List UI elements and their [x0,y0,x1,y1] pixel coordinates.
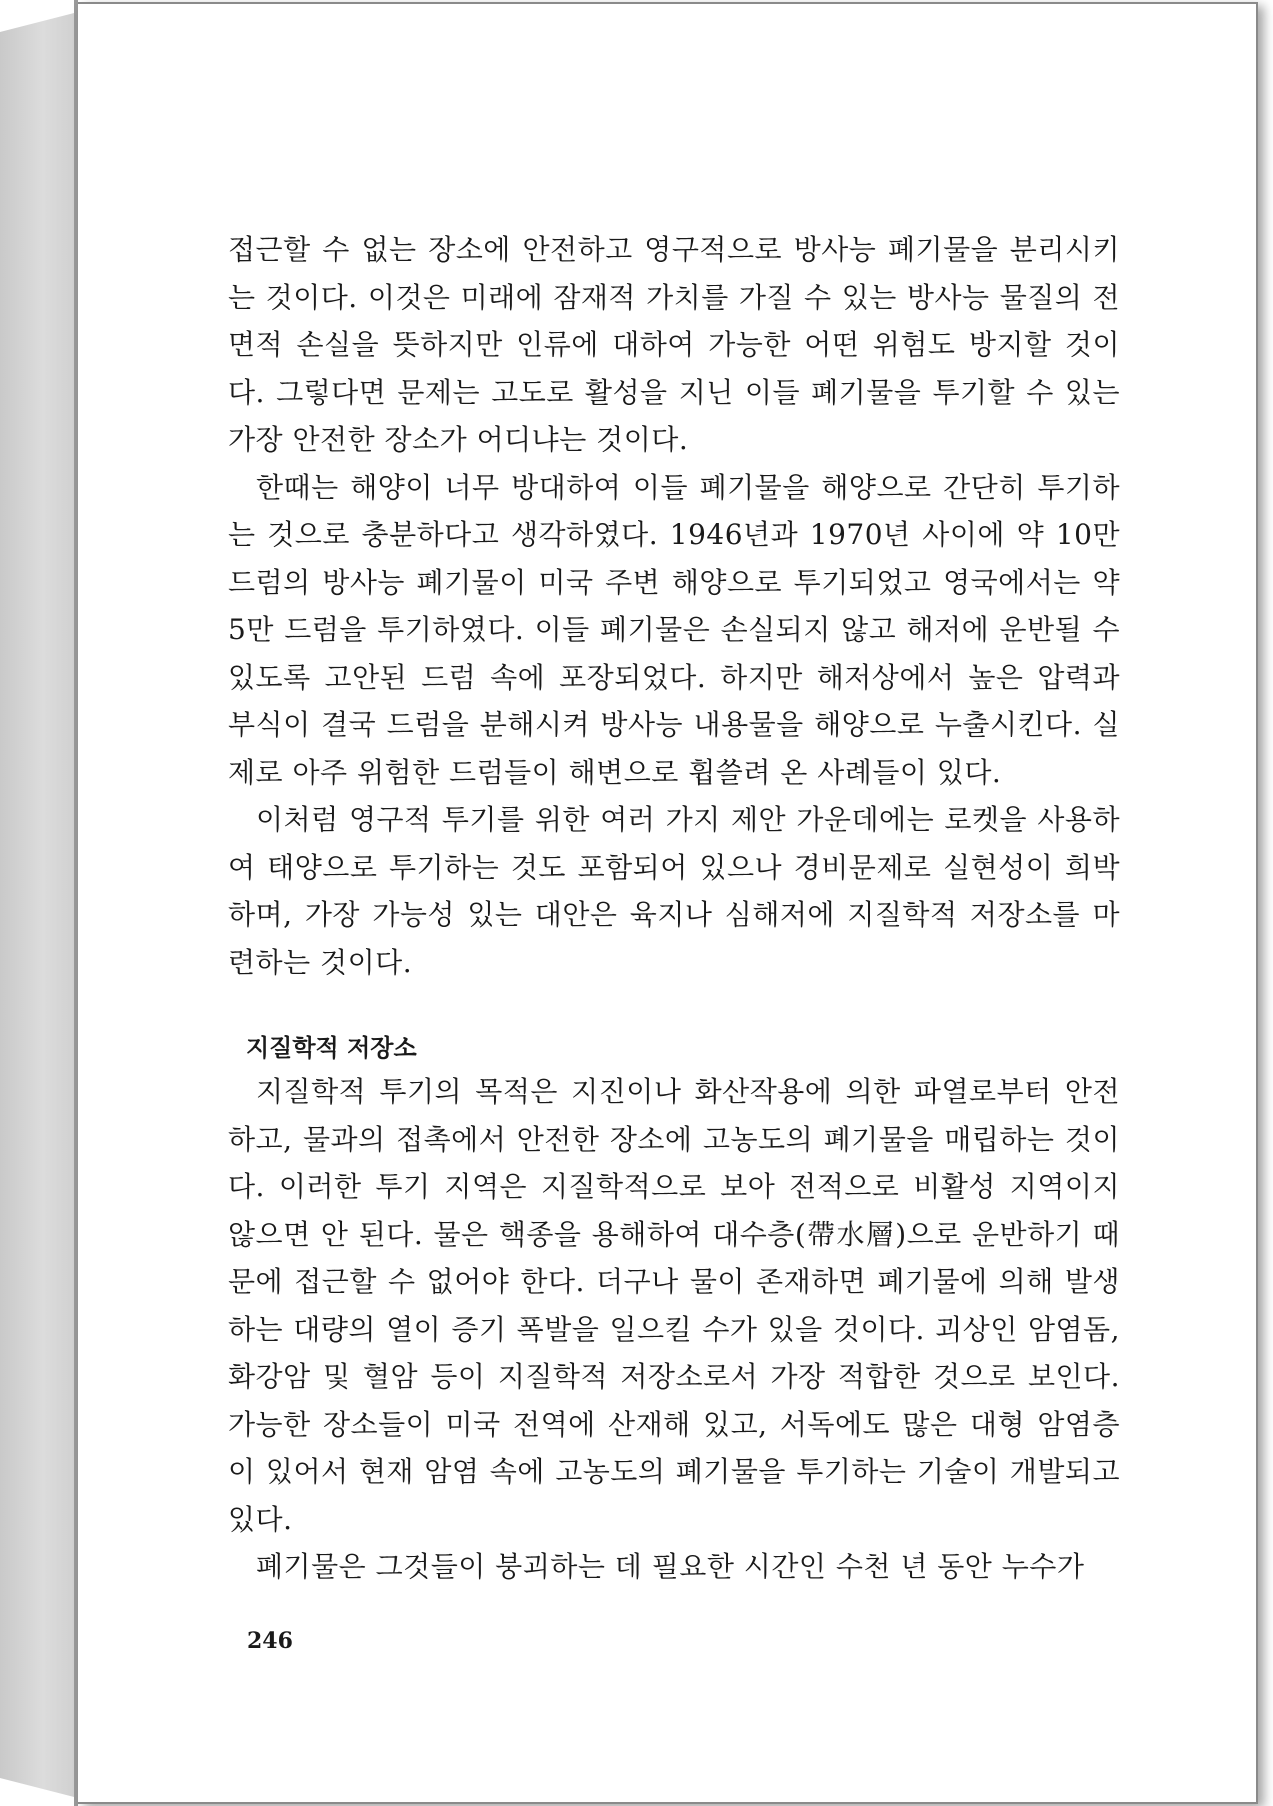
book-page [78,2,1258,1804]
book-spine [0,12,78,1798]
paragraph: 한때는 해양이 너무 방대하여 이들 폐기물을 해양으로 간단히 투기하는 것으로 충분하다고 생각하였다. 1946년과 1970년 사이에 약 10만 드럼의 방사능 폐기물이 미국 주변 해양으로 투기되었고 영국에서는 약 5만 드럼을 투기하였다. 이들 폐기물은 손실되지 않고 해저에 운반될 수 있도록 고안된 드럼 속에 포장되었다. 하지만 해저상에서 높은 압력과 부식이 결국 드럼을 분해시켜 방사능 내용물을 해양으로 누출시킨다. 실제로 아주 위험한 드럼들이 해변으로 휩쓸려 온 사례들이 있다. [228,470,1120,789]
paragraph-continued: 접근할 수 없는 장소에 안전하고 영구적으로 방사능 폐기물을 분리시키는 것이다. 이것은 미래에 잠재적 가치를 가질 수 있는 방사능 물질의 전면적 손실을 뜻하지만 인류에 대하여 가능한 어떤 위험도 방지할 것이다. 그렇다면 문제는 고도로 활성을 지닌 이들 폐기물을 투기할 수 있는 가장 안전한 장소가 어디냐는 것이다. [228,233,1120,456]
page-number: 246 [247,1628,293,1654]
paragraph: 이처럼 영구적 투기를 위한 여러 가지 제안 가운데에는 로켓을 사용하여 태양으로 투기하는 것도 포함되어 있으나 경비문제로 실현성이 희박하며, 가장 가능성 있는 대안은 육지나 심해저에 지질학적 저장소를 마련하는 것이다. [228,803,1120,979]
section-heading: 지질학적 저장소 [246,1034,417,1062]
paragraph: 폐기물은 그것들이 붕괴하는 데 필요한 시간인 수천 년 동안 누수가 [256,1550,1085,1583]
page-content [228,226,1120,1591]
paragraph: 지질학적 투기의 목적은 지진이나 화산작용에 의한 파열로부터 안전하고, 물과의 접촉에서 안전한 장소에 고농도의 폐기물을 매립하는 것이다. 이러한 투기 지역은 지질학적으로 보아 전적으로 비활성 지역이지 않으면 안 된다. 물은 핵종을 용해하여 대수층(帶水層)으로 운반하기 때문에 접근할 수 없어야 한다. 더구나 물이 존재하면 폐기물에 의해 발생하는 대량의 열이 증기 폭발을 일으킬 수가 있을 것이다. 괴상인 암염돔, 화강암 및 혈암 등이 지질학적 저장소로서 가장 적합한 것으로 보인다. 가능한 장소들이 미국 전역에 산재해 있고, 서독에도 많은 대형 암염층이 있어서 현재 암염 속에 고농도의 폐기물을 투기하는 기술이 개발되고 있다. [228,1075,1120,1536]
